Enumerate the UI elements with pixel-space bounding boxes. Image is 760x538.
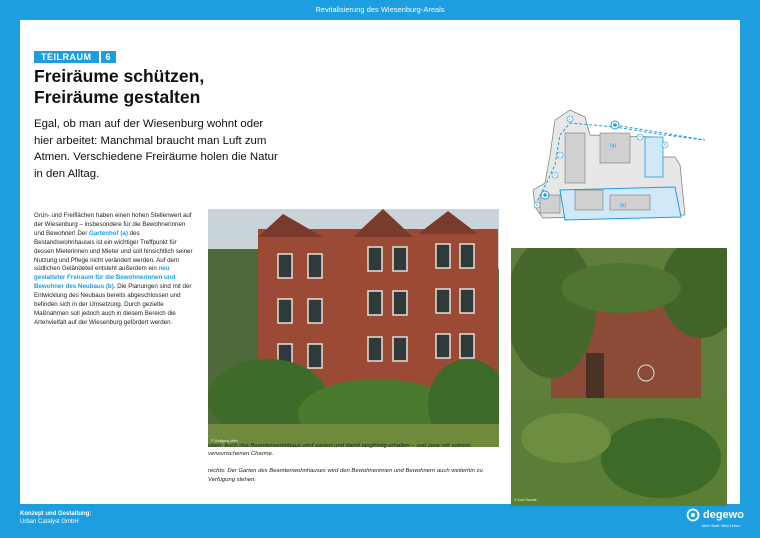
title-line-1: Freiräume schützen,: [34, 66, 205, 86]
captions: [208, 442, 508, 484]
header-title: Revitalisierung des Wiesenburg-Areals: [315, 5, 445, 14]
title-line-2: Freiräume gestalten: [34, 87, 201, 107]
body-text: [34, 212, 194, 328]
footer-credits: [20, 510, 91, 526]
lead-text: Egal, ob man auf der Wiesenburg wohnt oder hier arbeitet: Manchmal braucht man Luft zum Atmen. Verschiedene Freiräume holen die Natur in den Alltag.: [34, 118, 278, 180]
map-marker-2: 2: [558, 153, 561, 158]
badge-number: 6: [101, 51, 116, 63]
content-panel: [20, 20, 740, 504]
body-part-3: Die Planungen sind mit der Entwicklung des Neubaus bereits abgeschlossen und befinden sich in der Umsetzung. Durch gezielte Maßnahmen soll jedoch auch in diesem Bereich die Artenvielfalt auf der Wiesenburg gefördert werden.: [34, 283, 192, 326]
footer-label: Konzept und Gestaltung:: [20, 511, 92, 517]
caption-top: oben: Auch das Beamtenwohnhaus wird saniert und damit langfristig erhalten – und zwar mit seinem verwunschenen Charme.: [208, 443, 471, 458]
map-marker-6: 6: [535, 203, 538, 208]
photo-beamtenwohnhaus: [208, 209, 499, 447]
body-part-2: des Bestandswohnhauses ist ein wichtiger Treffpunkt für dessen Mieterinnen und Mieter und soll hinsichtlich seiner Nutzung und Pflege nicht verändert werden. Auf dem südlichen Geländeteil entsteht außerdem ein: [34, 229, 193, 273]
map-marker-3: 3: [553, 173, 556, 178]
map-marker-4: 4: [638, 135, 641, 140]
highlight-freiraum: neu gestalteter Freiraum für die Bewohnerinnen und Bewohner des Neubaus (b).: [34, 265, 176, 291]
body-part-1: Grün- und Freiflächen haben einen hohen Stellenwert auf der Wiesenburg – insbesondere für die Bewohnerinnen und Bewohner! Der: [34, 212, 192, 237]
photo2-credit: © Ana Claudia: [514, 498, 537, 502]
footer-value: Urban Catalyst GmbH: [20, 519, 79, 525]
map-marker-5: 5: [663, 143, 666, 148]
degewo-logo-icon: [686, 508, 700, 522]
badge-label: TEILRAUM: [34, 51, 99, 63]
photo-garten: [511, 248, 727, 506]
caption-right: rechts: Der Garten des Beamtenwohnhauses wird den Bewohnerinnen und Bewohnern auch weiterhin zu Verfügung stehen.: [208, 468, 483, 483]
page-title: [34, 66, 294, 108]
logo-tagline: Mehr Stadt. Mehr Leben.: [702, 524, 741, 528]
section-badge: [34, 51, 116, 63]
site-plan-map: [515, 95, 715, 223]
map-label-b: (b): [620, 203, 627, 209]
page-header: [0, 0, 760, 20]
degewo-logo: [686, 508, 744, 528]
photo-house-illustration: [208, 209, 499, 447]
map-label-a: (a): [610, 143, 617, 149]
photo1-credit: © Wolfgang Mahr: [211, 439, 239, 443]
map-marker-1: 1: [568, 117, 571, 122]
logo-name: degewo: [703, 509, 744, 521]
photo-garden-illustration: [511, 248, 727, 506]
highlight-gartenhof: Gartenhof (a): [89, 229, 128, 237]
